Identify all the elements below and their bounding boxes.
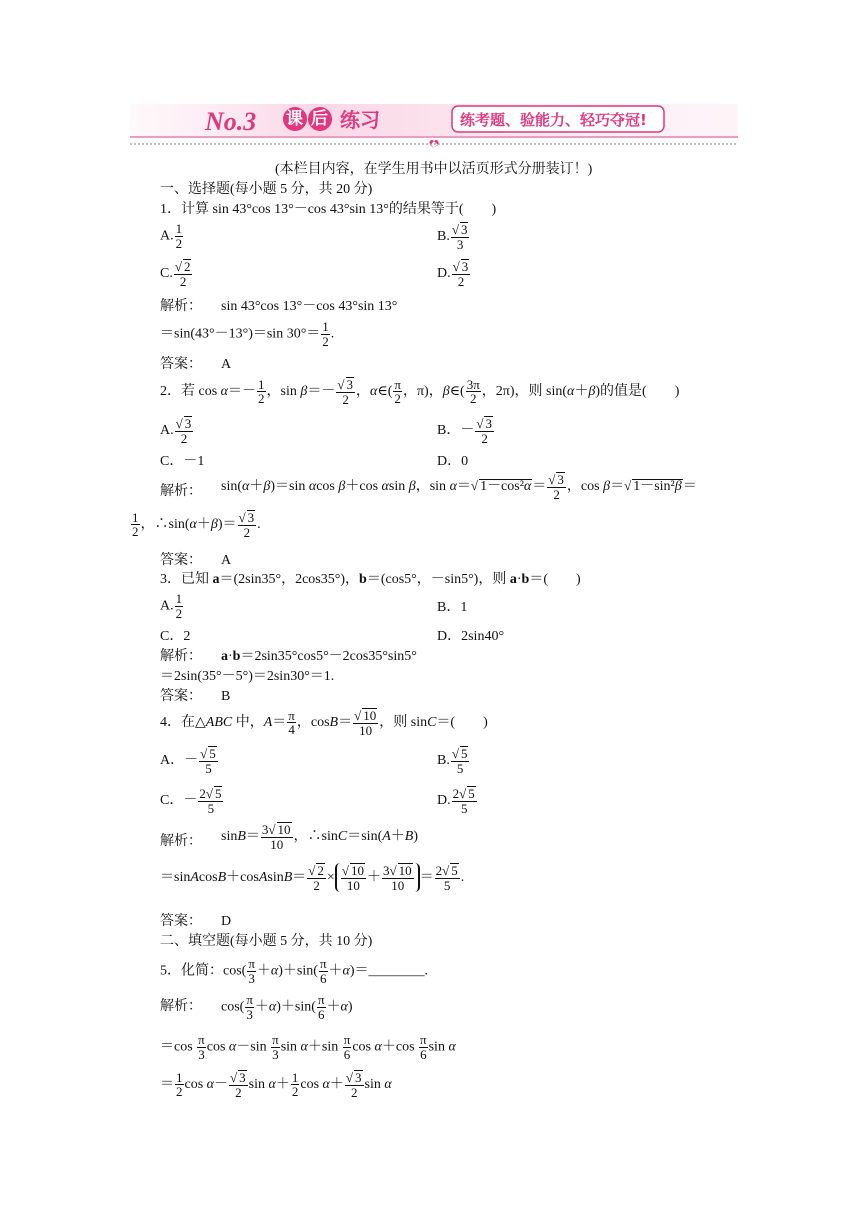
q3-option-b: B．1 (437, 600, 468, 615)
question-5-stem: 5．化简：cos( $\frac{\pi}{3}$ ＋α)＋sin( $\frac{\pi}{6}$ ＋α)＝________. (160, 956, 429, 986)
q3-option-a: A. $\frac{1}{2}$ (160, 591, 183, 621)
q5-analysis-line-2: ＝cos $\frac{\pi}{3}$ cos α－sin $\frac{\pi}{3}$ sin α＋sin $\frac{\pi}{6}$ cos α＋cos $\frac{\pi}{6}$ sin α (160, 1032, 456, 1062)
q3-analysis-label: 解析： (160, 649, 202, 664)
q1-analysis-line-2: ＝sin(43°－13°)＝sin 30°＝ $\frac{1}{2}$ . (160, 319, 335, 349)
q2-answer-label: 答案： (160, 553, 202, 568)
binding-note: (本栏目内容，在学生用书中以活页形式分册装订！) (275, 162, 593, 177)
q1-analysis-label: 解析： (160, 299, 202, 314)
section-heading-fill: 二、填空题(每小题 5 分，共 10 分) (160, 934, 373, 949)
q1-option-c: C. $\frac{√ 2}{2}$ (160, 259, 191, 289)
banner-char-2: 后 (311, 109, 328, 129)
question-3-stem: 3．已知 a＝(2sin35°，2cos35°)，b＝(cos5°，－sin5°)，则 a·b＝( ) (160, 572, 581, 587)
q1-answer-value: A (221, 357, 232, 372)
q2-analysis-line-1: sin(α＋β)＝sin αcos β＋cos αsin β，sin α＝√ 1－cos²α＝ $\frac{√ 3}{2}$ ，cos β＝√ 1－sin²β＝ (221, 472, 697, 502)
q2-option-d: D．0 (437, 454, 469, 469)
q4-answer-label: 答案： (160, 914, 202, 929)
banner-char-1: 课 (286, 109, 303, 129)
banner-slogan: 练考题、验能力、轻巧夺冠! (460, 111, 647, 129)
question-1-stem: 1．计算 sin 43°cos 13°－cos 43°sin 13°的结果等于( ) (160, 202, 497, 217)
q5-analysis-line-3: ＝ $\frac{1}{2}$ cos α－ $\frac{√ 3}{2}$ sin α＋ $\frac{1}{2}$ cos α＋ $\frac{√ 3}{2}$ sin α (160, 1069, 392, 1100)
q1-analysis-line-1: sin 43°cos 13°－cos 43°sin 13° (221, 299, 398, 314)
q1-answer-label: 答案： (160, 357, 202, 372)
question-2-stem: 2．若 cos α＝－ $\frac{1}{2}$ ，sin β＝－ $\frac{√ 3}{2}$ ，α∈( $\frac{\pi}{2}$ ，π)，β∈( $\frac{3\pi}{2}$ ，2π)，则 sin(α＋β)的值是( ) (160, 376, 680, 407)
q2-option-b: B．－ $\frac{√ 3}{2}$ (437, 416, 492, 446)
banner-title: 练习 (340, 108, 380, 132)
q1-option-a: A. $\frac{1}{2}$ (160, 221, 183, 251)
q4-option-d: D. $\frac{2√ 5}{5}$ (437, 786, 475, 816)
q1-option-b: B. $\frac{√ 3}{3}$ (437, 222, 468, 252)
q2-analysis-line-2: $\frac{1}{2}$ ，∴sin(α＋β)＝ $\frac{√ 3}{2}$ . (132, 509, 261, 540)
q2-answer-value: A (221, 553, 232, 568)
q4-analysis-line-1: sinB＝ $\frac{3√ 10}{10}$ ，∴sinC＝sin(A＋B) (221, 822, 419, 852)
q4-option-b: B. $\frac{√ 5}{5}$ (437, 746, 468, 776)
banner-no-label: No.3 (205, 107, 257, 136)
q4-option-c: C．－ $\frac{2√ 5}{5}$ (160, 786, 222, 816)
question-4-stem: 4．在△ABC 中，A＝ $\frac{\pi}{4}$ ，cosB＝ $\frac{√ 10}{10}$ ，则 sinC＝( ) (160, 707, 488, 738)
section-heading-choice: 一、选择题(每小题 5 分，共 20 分) (160, 182, 373, 197)
q1-option-d: D. $\frac{√ 3}{2}$ (437, 259, 469, 289)
q2-option-a: A. $\frac{√ 3}{2}$ (160, 416, 192, 446)
q5-analysis-label: 解析： (160, 999, 202, 1014)
q2-option-c: C．－1 (160, 454, 205, 469)
q2-analysis-label: 解析： (160, 484, 202, 499)
q4-answer-value: D (221, 914, 232, 929)
q3-answer-value: B (221, 689, 231, 704)
q3-option-c: C．2 (160, 629, 191, 644)
q4-option-a: A．－ $\frac{√ 5}{5}$ (160, 746, 216, 776)
q3-analysis-line-2: ＝2sin(35°－5°)＝2sin30°＝1. (160, 669, 335, 684)
q4-analysis-label: 解析： (160, 834, 202, 849)
q3-answer-label: 答案： (160, 689, 202, 704)
q4-analysis-line-2: ＝sinAcosB＋cosAsinB＝ $\frac{√ 2}{2}$ × $\frac{√ 10}{10}$ ＋ $\frac{3√ 10}{10}$ ＝ $\frac{2√ 5}{5}$ . (160, 863, 465, 893)
q5-analysis-line-1: cos( $\frac{\pi}{3}$ ＋α)＋sin( $\frac{\pi}{6}$ ＋α) (221, 992, 353, 1022)
q3-analysis-line-1: a·b＝2sin35°cos5°－2cos35°sin5° (221, 649, 417, 664)
q3-option-d: D．2sin40° (437, 629, 505, 644)
